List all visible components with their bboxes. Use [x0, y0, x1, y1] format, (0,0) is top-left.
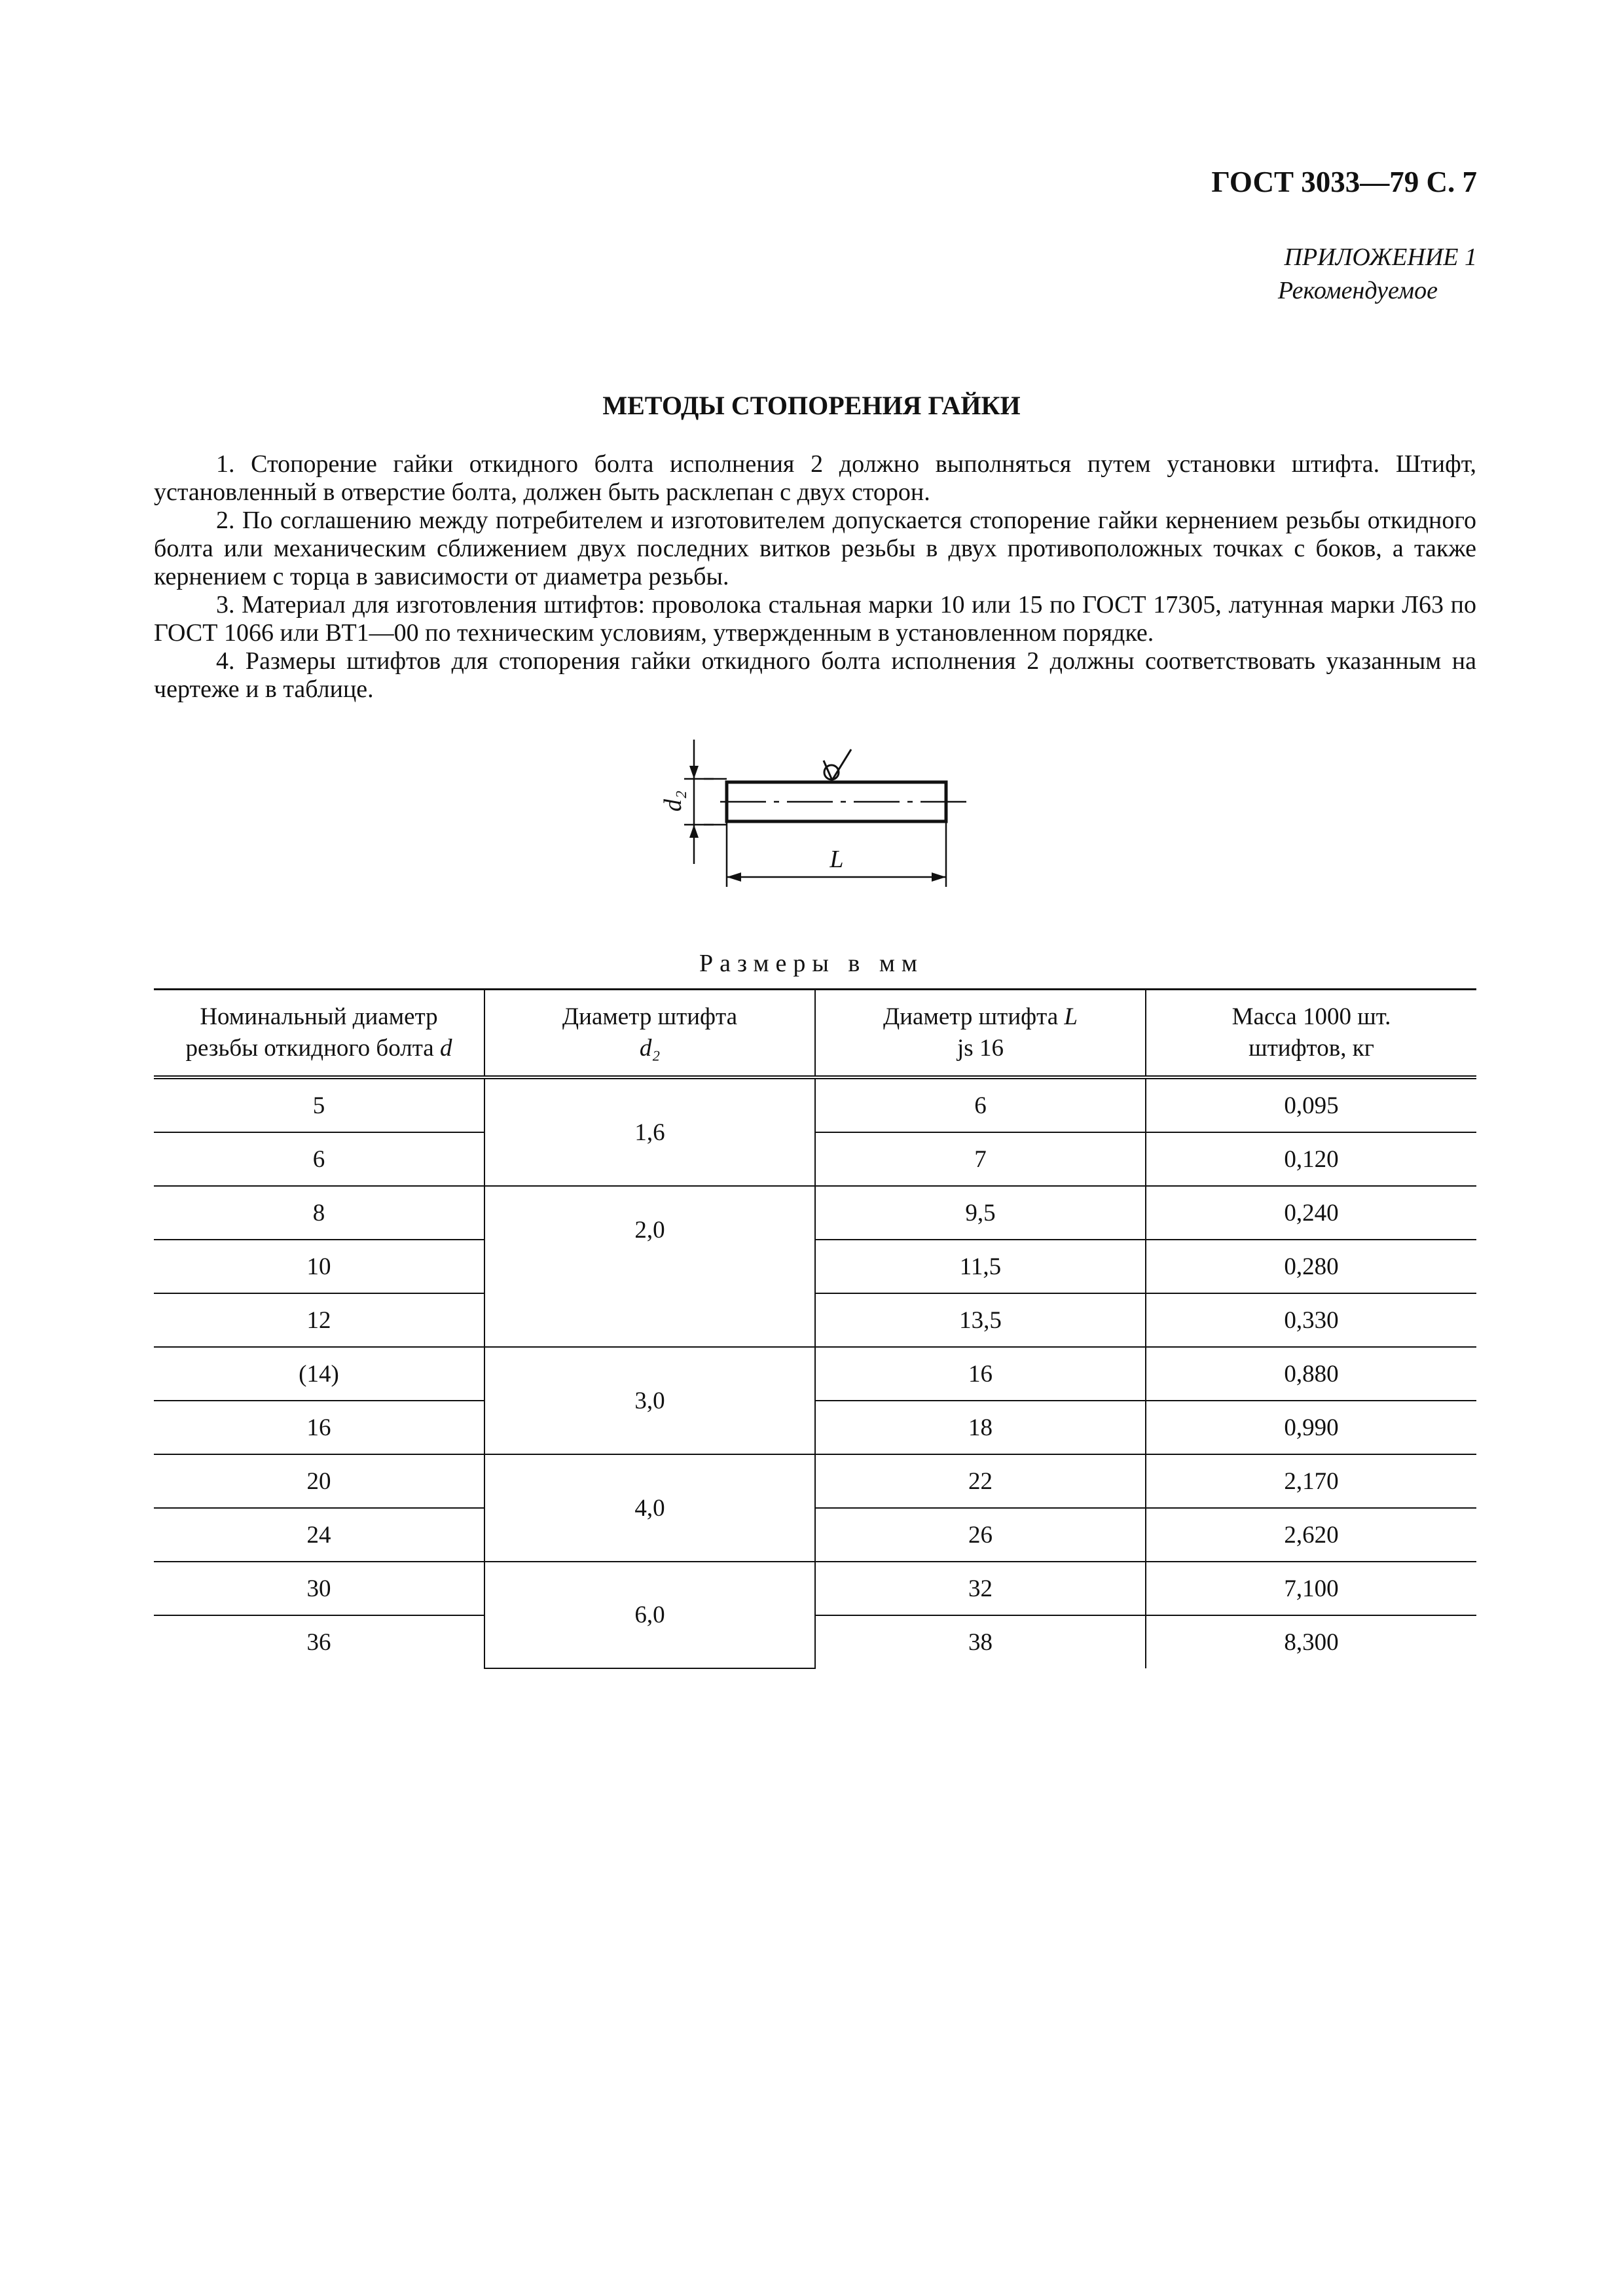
cell-d: 16: [154, 1401, 484, 1454]
table-row: [154, 1508, 1476, 1562]
cell-L: 38: [815, 1615, 1146, 1668]
cell-mass: 0,880: [1146, 1347, 1476, 1401]
cell-d2: 6,0: [484, 1562, 815, 1668]
cell-d: 36: [306, 1628, 331, 1656]
cell-mass: 2,620: [1146, 1508, 1476, 1562]
paragraph-1: 1. Стопорение гайки откидного болта исполнения 2 должно выполняться путем установки штифта. Штифт, установленный в отверстие болта, должен быть расклепан с двух сторон.: [154, 450, 1476, 506]
page-header: ГОСТ 3033—79 С. 7: [1211, 166, 1477, 198]
cell-d2: 4,0: [484, 1454, 815, 1562]
cell-L: 32: [815, 1562, 1146, 1615]
cell-L: 6: [815, 1077, 1146, 1132]
table-row: [154, 1347, 1476, 1401]
table-header-row: [154, 990, 1476, 1078]
pin-drawing: [648, 720, 989, 903]
table-row: [154, 1077, 1476, 1132]
cell-d: 5: [154, 1077, 484, 1132]
cell-d2: 2,0: [484, 1186, 815, 1347]
cell-mass: 0,330: [1146, 1293, 1476, 1347]
cell-L: 16: [815, 1347, 1146, 1401]
document-body: [154, 450, 1476, 704]
cell-d: 6: [154, 1132, 484, 1186]
cell-d2: 1,6: [484, 1077, 815, 1186]
cell-L: 11,5: [815, 1240, 1146, 1293]
cell-d: 24: [154, 1508, 484, 1562]
paragraph-3: 3. Материал для изготовления штифтов: проволока стальная марки 10 или 15 по ГОСТ 17305, латунная марки Л63 по ГОСТ 1066 или ВТ1—00 по техническим условиям, утвержденным в установленном порядке.: [154, 591, 1476, 647]
cell-d: 8: [154, 1186, 484, 1240]
appendix-label: [1278, 241, 1477, 308]
appendix-status: Рекомендуемое: [1277, 277, 1438, 305]
L-label: L: [830, 846, 844, 873]
paragraph-2: 2. По соглашению между потребителем и изготовителем допускается стопорение гайки кернением резьбы откидного болта или механическим сближением двух последних витков резьбы в двух противоположных точках с боков, а также кернением с торца в зависимости от диаметра резьбы.: [154, 507, 1476, 590]
table-row: [154, 1240, 1476, 1293]
header-nominal-diameter: Номинальный диаметр резьбы откидного болта d: [154, 990, 484, 1078]
pin-dimensions-table: [154, 988, 1476, 1669]
cell-mass: 7,100: [1146, 1562, 1476, 1615]
surface-finish-icon: [824, 749, 851, 780]
cell-L: 26: [815, 1508, 1146, 1562]
cell-mass: 0,280: [1146, 1240, 1476, 1293]
cell-mass: 8,300: [1146, 1615, 1476, 1668]
cell-mass: 0,120: [1146, 1132, 1476, 1186]
cell-d: 10: [154, 1240, 484, 1293]
document-title: МЕТОДЫ СТОПОРЕНИЯ ГАЙКИ: [602, 391, 1021, 420]
header-pin-length-L: Диаметр штифта L js 16: [815, 990, 1146, 1078]
cell-mass: 0,990: [1146, 1401, 1476, 1454]
table-row: [154, 1401, 1476, 1454]
cell-d: 12: [154, 1293, 484, 1347]
d2-label: d₂: [659, 790, 687, 812]
table-row: [154, 1293, 1476, 1347]
cell-mass: 2,170: [1146, 1454, 1476, 1508]
cell-L: 18: [815, 1401, 1146, 1454]
cell-L: 9,5: [815, 1186, 1146, 1240]
cell-d: 30: [154, 1562, 484, 1615]
cell-d: 20: [154, 1454, 484, 1508]
paragraph-4: 4. Размеры штифтов для стопорения гайки откидного болта исполнения 2 должны соответствовать указанным на чертеже и в таблице.: [154, 647, 1476, 703]
cell-d2: 3,0: [484, 1347, 815, 1454]
cell-L: 13,5: [815, 1293, 1146, 1347]
cell-L: 7: [815, 1132, 1146, 1186]
cell-mass: 0,240: [1146, 1186, 1476, 1240]
cell-mass: 0,095: [1146, 1077, 1476, 1132]
table-row: [154, 1562, 1476, 1615]
appendix-title: ПРИЛОЖЕНИЕ 1: [1284, 243, 1477, 271]
table-row: [154, 1186, 1476, 1240]
table-row: [154, 1454, 1476, 1508]
table-row: [154, 1132, 1476, 1186]
table-row: [154, 1615, 1476, 1668]
header-mass: Масса 1000 шт. штифтов, кг: [1146, 990, 1476, 1078]
cell-d: (14): [154, 1347, 484, 1401]
header-pin-diameter-d2: Диаметр штифта d₂: [484, 990, 815, 1078]
table-caption: Размеры в мм: [699, 950, 924, 977]
cell-L: 22: [815, 1454, 1146, 1508]
